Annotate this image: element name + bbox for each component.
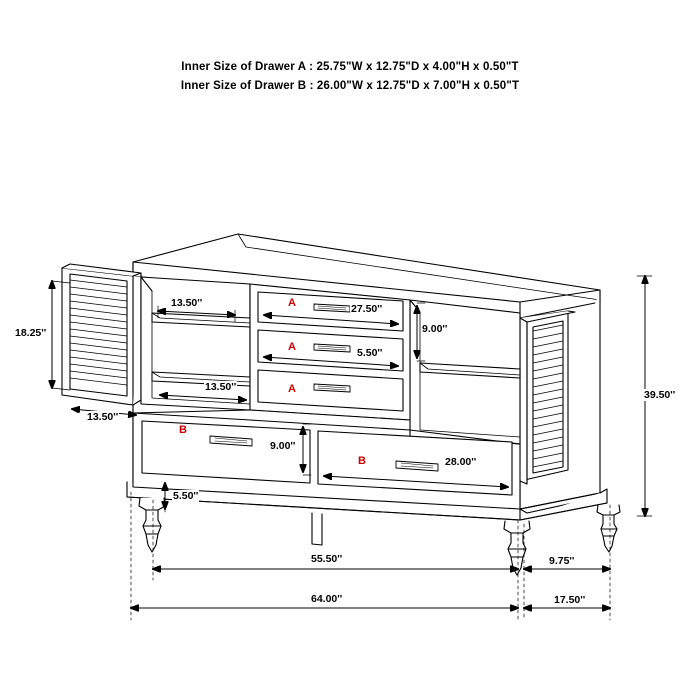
dim-left-door-width: 13.50'': [87, 411, 119, 423]
drawer-marker-b2: B: [358, 455, 366, 467]
dim-shelf-depth-lower: 13.50'': [205, 381, 237, 393]
inner-size-drawer-b: Inner Size of Drawer B : 26.00"W x 12.75"D x 7.00"H x 0.50"T: [180, 80, 520, 92]
dim-front-width: 55.50'': [311, 553, 343, 565]
dim-shelf-depth-upper: 13.50'': [171, 297, 203, 309]
drawer-marker-a2: A: [288, 341, 296, 353]
drawer-marker-a1: A: [288, 297, 296, 309]
drawer-marker-a3: A: [288, 383, 296, 395]
drawer-marker-b1: B: [179, 424, 187, 436]
dim-drawer-b-right-width: 28.00'': [445, 456, 477, 468]
dim-overall-depth: 17.50'': [554, 594, 586, 606]
dim-drawer-b-left-height: 9.00'': [270, 440, 296, 452]
inner-size-drawer-a: Inner Size of Drawer A : 25.75"W x 12.75"D x 4.00"H x 0.50"T: [181, 61, 519, 73]
dim-overall-width: 64.00'': [311, 593, 343, 605]
dim-base-height: 5.50'': [173, 490, 199, 502]
dim-right-depth: 9.75'': [549, 555, 575, 567]
dim-left-door-height: 18.25'': [15, 327, 47, 339]
dim-right-cabinet-height: 9.00'': [422, 323, 448, 335]
dim-drawer-a-mid-width: 5.50'': [357, 347, 383, 359]
dim-drawer-a-top-width: 27.50'': [351, 303, 383, 315]
dim-total-height: 39.50'': [644, 389, 676, 401]
